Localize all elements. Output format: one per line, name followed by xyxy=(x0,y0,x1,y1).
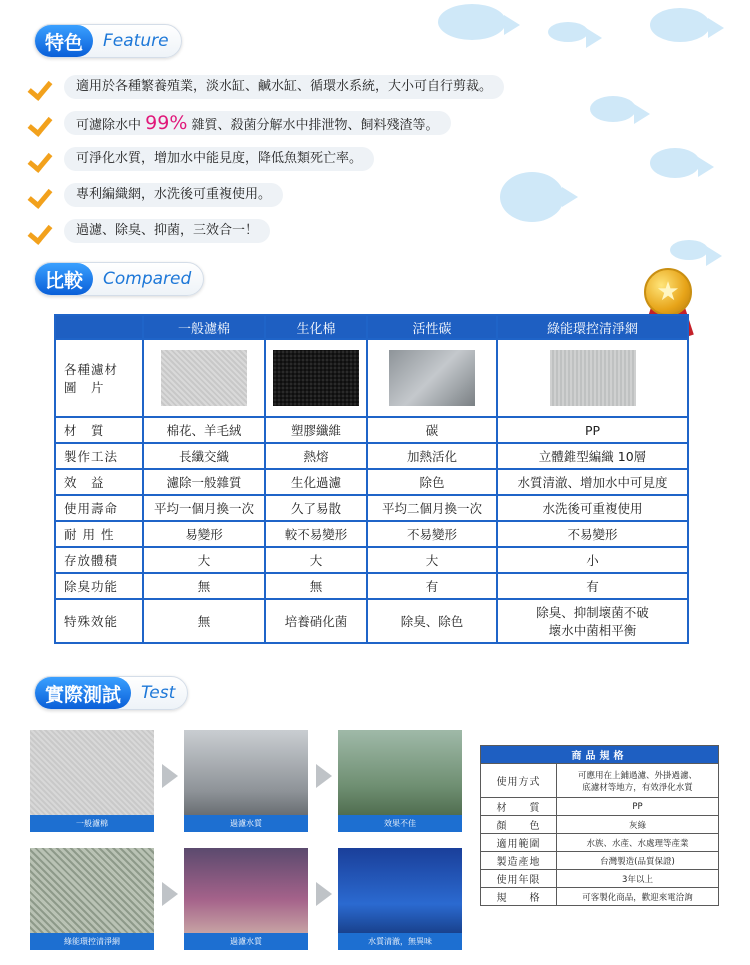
header-blank xyxy=(55,315,143,339)
award-medal-icon: ★ xyxy=(640,264,696,344)
green-net-image xyxy=(550,350,636,406)
photo-caption: 過濾水質 xyxy=(184,933,308,950)
column-header: 活性碳 xyxy=(367,315,497,339)
table-row xyxy=(55,443,688,469)
table-cell: 除色 xyxy=(367,469,497,495)
feature-item xyxy=(30,182,283,208)
table-cell: 易變形 xyxy=(143,521,265,547)
row-label: 存放體積 xyxy=(55,547,143,573)
spec-row xyxy=(481,870,719,888)
photo-caption: 綠能環控清淨網 xyxy=(30,933,154,950)
table-cell: 不易變形 xyxy=(367,521,497,547)
fish-decoration-icon xyxy=(548,22,588,42)
fish-decoration-icon xyxy=(650,148,700,178)
spec-row xyxy=(481,852,719,870)
feature-text: 專利編織網，水洗後可重複使用。 xyxy=(64,183,283,207)
table-row xyxy=(55,521,688,547)
table-cell: 加熱活化 xyxy=(367,443,497,469)
table-cell: 不易變形 xyxy=(497,521,688,547)
spec-label: 顏 色 xyxy=(481,816,557,834)
spec-row xyxy=(481,834,719,852)
percent-highlight: 99% xyxy=(145,112,188,134)
feature-text xyxy=(64,111,451,135)
photo-caption: 效果不佳 xyxy=(338,815,462,832)
table-cell: 棉花、羊毛絨 xyxy=(143,417,265,443)
photo-caption: 過濾水質 xyxy=(184,815,308,832)
table-cell: PP xyxy=(497,417,688,443)
table-cell: 塑膠纖維 xyxy=(265,417,367,443)
test-title-en: Test xyxy=(141,683,176,703)
spec-row xyxy=(481,798,719,816)
cell-line: 除臭、抑制壞菌不破 xyxy=(536,605,649,620)
table-cell: 久了易散 xyxy=(265,495,367,521)
table-cell: 無 xyxy=(143,599,265,643)
test-photo xyxy=(30,730,154,832)
table-cell: 無 xyxy=(143,573,265,599)
table-row xyxy=(55,599,688,643)
row-label: 製作工法 xyxy=(55,443,143,469)
table-cell: 有 xyxy=(497,573,688,599)
arrow-right-icon xyxy=(162,764,178,788)
arrow-right-icon xyxy=(162,882,178,906)
table-cell: 碳 xyxy=(367,417,497,443)
column-header: 生化棉 xyxy=(265,315,367,339)
row-label: 除臭功能 xyxy=(55,573,143,599)
compare-title-zh: 比較 xyxy=(35,263,93,295)
spec-value: PP xyxy=(557,798,719,816)
column-header: 綠能環控清淨網 xyxy=(497,315,688,339)
table-cell: 培養硝化菌 xyxy=(265,599,367,643)
fish-decoration-icon xyxy=(650,8,710,42)
spec-value: 台灣製造(品質保證) xyxy=(557,852,719,870)
feature-title-en: Feature xyxy=(103,31,169,51)
check-icon xyxy=(30,112,56,134)
spec-label: 規 格 xyxy=(481,888,557,906)
row-label: 使用壽命 xyxy=(55,495,143,521)
table-cell: 有 xyxy=(367,573,497,599)
spec-label: 使用方式 xyxy=(481,764,557,798)
row-label-line: 各種濾材 xyxy=(64,362,119,377)
feature-section-header xyxy=(34,24,182,58)
row-label xyxy=(55,339,143,417)
table-cell: 無 xyxy=(265,573,367,599)
table-row xyxy=(55,547,688,573)
table-cell: 大 xyxy=(143,547,265,573)
arrow-right-icon xyxy=(316,882,332,906)
test-photo xyxy=(184,848,308,950)
table-cell xyxy=(497,599,688,643)
spec-label: 材 質 xyxy=(481,798,557,816)
check-icon xyxy=(30,76,56,98)
table-cell: 較不易變形 xyxy=(265,521,367,547)
table-cell: 除臭、除色 xyxy=(367,599,497,643)
feature-item xyxy=(30,110,451,136)
table-cell: 水質清澈、增加水中可見度 xyxy=(497,469,688,495)
table-cell: 平均二個月換一次 xyxy=(367,495,497,521)
feature-text: 適用於各種繁養殖業，淡水缸、鹹水缸、循環水系統，大小可自行剪裁。 xyxy=(64,75,504,99)
table-cell: 水洗後可重複使用 xyxy=(497,495,688,521)
image-row xyxy=(55,339,688,417)
spec-title: 商品規格 xyxy=(481,746,719,764)
feature-item xyxy=(30,218,270,244)
table-cell: 小 xyxy=(497,547,688,573)
arrow-right-icon xyxy=(316,764,332,788)
test-section-header xyxy=(34,676,188,710)
table-row xyxy=(55,417,688,443)
spec-value: 可客製化商品，歡迎來電洽詢 xyxy=(557,888,719,906)
spec-row xyxy=(481,764,719,798)
row-label: 效 益 xyxy=(55,469,143,495)
fish-decoration-icon xyxy=(500,172,564,222)
spec-value: 灰綠 xyxy=(557,816,719,834)
check-icon xyxy=(30,148,56,170)
bio-sponge-image xyxy=(273,350,359,406)
spec-value: 水族、水產、水處理等產業 xyxy=(557,834,719,852)
check-icon xyxy=(30,184,56,206)
spec-label: 使用年限 xyxy=(481,870,557,888)
table-row xyxy=(55,495,688,521)
table-cell: 大 xyxy=(367,547,497,573)
feature-item xyxy=(30,74,504,100)
spec-table xyxy=(480,745,719,906)
column-header: 一般濾棉 xyxy=(143,315,265,339)
compare-section-header xyxy=(34,262,204,296)
row-label: 特殊效能 xyxy=(55,599,143,643)
check-icon xyxy=(30,220,56,242)
feature-text-pre: 可濾除水中 xyxy=(76,118,142,133)
spec-value-line: 底濾材等地方，有效淨化水質 xyxy=(582,782,693,793)
spec-label: 適用範圍 xyxy=(481,834,557,852)
table-cell: 大 xyxy=(265,547,367,573)
fish-decoration-icon xyxy=(590,96,636,122)
photo-caption: 一般濾棉 xyxy=(30,815,154,832)
spec-row xyxy=(481,816,719,834)
test-photo xyxy=(338,848,462,950)
photo-caption: 水質清澈，無異味 xyxy=(338,933,462,950)
table-cell: 生化過濾 xyxy=(265,469,367,495)
test-photo xyxy=(338,730,462,832)
table-row xyxy=(55,573,688,599)
cell-line: 壞水中菌相平衡 xyxy=(548,623,637,638)
table-row xyxy=(55,469,688,495)
fish-decoration-icon xyxy=(670,240,708,260)
table-cell: 立體錐型編織 10層 xyxy=(497,443,688,469)
test-photo xyxy=(30,848,154,950)
feature-text-post: 雜質、殺菌分解水中排泄物、飼料殘渣等。 xyxy=(191,118,439,133)
feature-title-zh: 特色 xyxy=(35,25,93,57)
table-cell: 平均一個月換一次 xyxy=(143,495,265,521)
activated-carbon-image xyxy=(389,350,475,406)
table-cell: 濾除一般雜質 xyxy=(143,469,265,495)
spec-label: 製造產地 xyxy=(481,852,557,870)
feature-text: 過濾、除臭、抑菌，三效合一！ xyxy=(64,219,270,243)
feature-item xyxy=(30,146,374,172)
spec-value: 3年以上 xyxy=(557,870,719,888)
fish-decoration-icon xyxy=(438,4,506,40)
compare-title-en: Compared xyxy=(103,269,192,289)
comparison-header-row xyxy=(55,315,688,339)
row-label: 耐 用 性 xyxy=(55,521,143,547)
row-label-line: 圖 片 xyxy=(64,380,105,395)
comparison-table xyxy=(54,314,689,644)
table-cell: 熱熔 xyxy=(265,443,367,469)
feature-text: 可淨化水質，增加水中能見度，降低魚類死亡率。 xyxy=(64,147,374,171)
test-title-zh: 實際測試 xyxy=(35,677,131,709)
spec-value xyxy=(557,764,719,798)
spec-value-line: 可應用在上鋪過濾、外掛過濾、 xyxy=(577,770,697,781)
table-cell: 長纖交織 xyxy=(143,443,265,469)
test-photo xyxy=(184,730,308,832)
row-label: 材 質 xyxy=(55,417,143,443)
cotton-filter-image xyxy=(161,350,247,406)
spec-row xyxy=(481,888,719,906)
